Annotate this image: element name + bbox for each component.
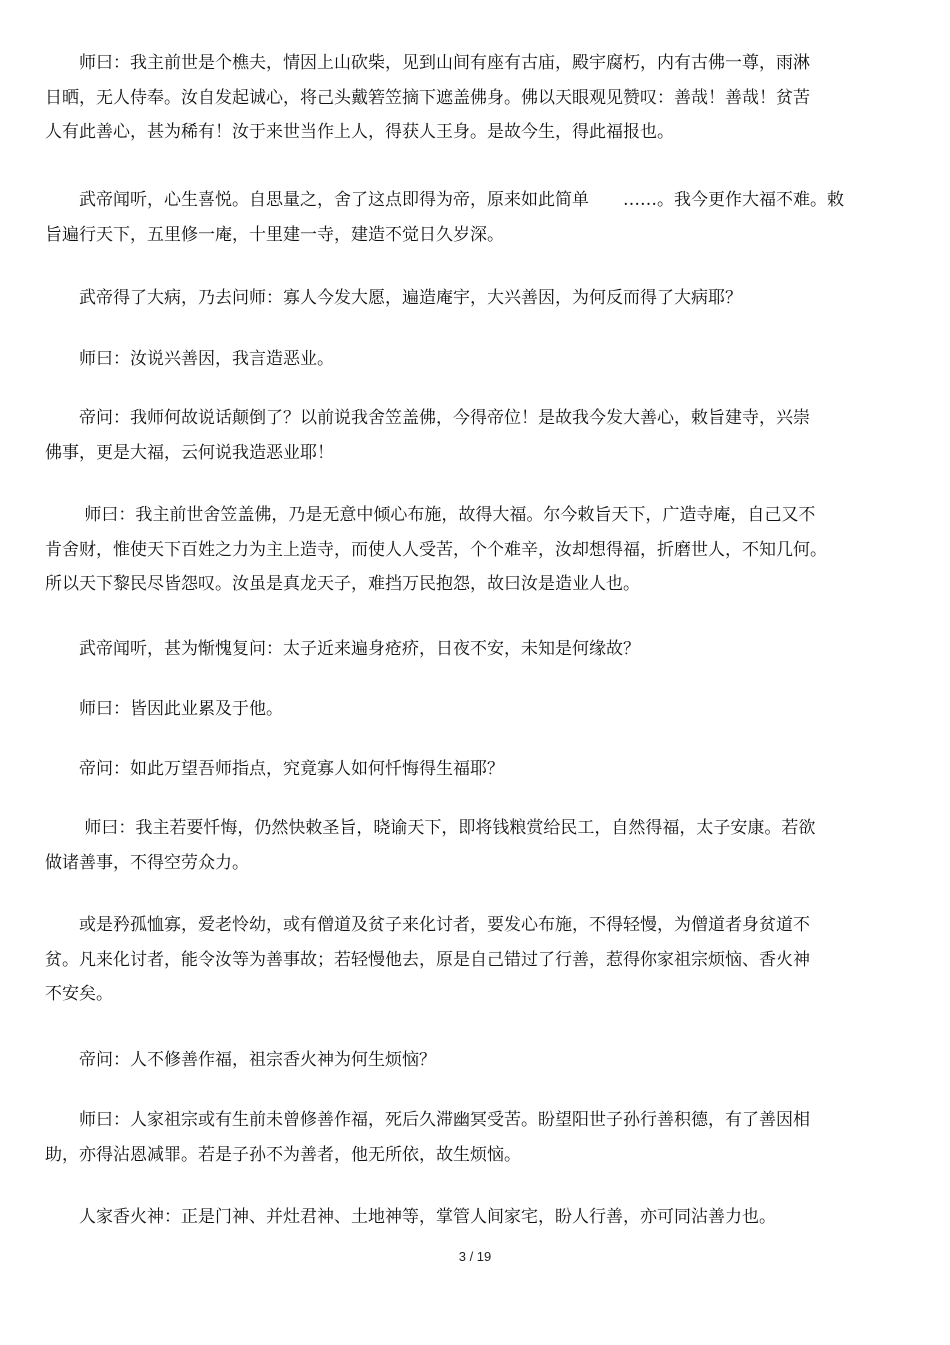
paragraph xyxy=(45,342,895,377)
text-line: 人有此善心，甚为稀有！汝于来世当作上人，得获人王身。是故今生，得此福报也。 xyxy=(45,122,674,142)
text-line: 贫。凡来化讨者，能令汝等为善事故；若轻慢他去，原是自己错过了行善，惹得你家祖宗烦恼、香火神 xyxy=(45,949,810,970)
text-line: 帝问：如此万望吾师指点，究竟寡人如何忏悔得生福耶？ xyxy=(45,759,504,779)
text-line: 不安矣。 xyxy=(45,984,113,1004)
paragraph xyxy=(45,1043,895,1078)
text-line: 武帝得了大病，乃去问师：寡人今发大愿，遍造庵宇，大兴善因，为何反而得了大病耶？ xyxy=(45,288,742,308)
paragraph xyxy=(45,281,895,316)
text-line: 师曰：皆因此业累及于他。 xyxy=(45,699,283,719)
text-line: 师曰：我主前世舍笠盖佛，乃是无意中倾心布施，故得大福。尔今敕旨天下，广造寺庵，自己又不 xyxy=(45,505,816,525)
text-line: 日晒，无人侍奉。汝自发起诚心，将己头戴箬笠摘下遮盖佛身。佛以天眼观见赞叹：善哉！善哉！贫苦 xyxy=(45,87,810,108)
page-number: 3 / 19 xyxy=(458,1249,492,1264)
text-line: 肯舍财，惟使天下百姓之力为主上造寺，而使人人受苦，个个难辛，汝却想得福，折磨世人，不知几何。 xyxy=(45,539,827,560)
text-line: 旨遍行天下，五里修一庵，十里建一寺，建造不觉日久岁深。 xyxy=(45,224,504,245)
paragraph xyxy=(45,752,895,787)
paragraph xyxy=(45,811,895,880)
paragraph xyxy=(45,632,895,667)
text-line: 佛事，更是大福，云何说我造恶业耶！ xyxy=(45,442,334,463)
text-line: 帝问：人不修善作福，祖宗香火神为何生烦恼？ xyxy=(45,1050,436,1070)
text-line: 武帝闻听，甚为惭愧复问：太子近来遍身疮疥，日夜不安，未知是何缘故？ xyxy=(45,639,640,659)
paragraph xyxy=(45,1200,895,1235)
text-line: 做诸善事，不得空劳众力。 xyxy=(45,852,249,873)
text-line: 或是矜孤恤寡，爱老怜幼，或有僧道及贫子来化讨者，要发心布施，不得轻慢，为僧道者身贫道不 xyxy=(45,915,810,935)
text-line: 助，亦得沾恩减罪。若是子孙不为善者，他无所依，故生烦恼。 xyxy=(45,1144,521,1165)
text-line: 人家香火神：正是门神、并灶君神、土地神等，掌管人间家宅，盼人行善，亦可同沾善力也。 xyxy=(45,1207,776,1227)
text-line: 师曰：我主前世是个樵夫，情因上山砍柴，见到山间有座有古庙，殿宇腐朽，内有古佛一尊，雨淋 xyxy=(45,53,810,73)
paragraph xyxy=(45,908,895,1012)
text-line: 师曰：汝说兴善因，我言造恶业。 xyxy=(45,349,334,369)
paragraph xyxy=(45,183,895,252)
text-line: 帝问：我师何故说话颠倒了？以前说我舍笠盖佛，今得帝位！是故我今发大善心，敕旨建寺，兴崇 xyxy=(45,408,810,428)
paragraph xyxy=(45,46,895,150)
text-line: 师曰：人家祖宗或有生前未曾修善作福，死后久滞幽冥受苦。盼望阳世子孙行善积德，有了善因相 xyxy=(45,1110,810,1130)
paragraph xyxy=(45,692,895,727)
text-line: 所以天下黎民尽皆怨叹。汝虽是真龙天子，难挡万民抱怨，故曰汝是造业人也。 xyxy=(45,574,640,594)
text-line: 师曰：我主若要忏悔，仍然快敕圣旨，晓谕天下，即将钱粮赏给民工，自然得福，太子安康。若欲 xyxy=(45,818,816,838)
paragraph xyxy=(45,498,895,602)
text-line: 武帝闻听，心生喜悦。自思量之，舍了这点即得为帝，原来如此简单 ……。我今更作大福不难。敕 xyxy=(45,190,844,210)
paragraph xyxy=(45,401,895,470)
paragraph xyxy=(45,1103,895,1172)
